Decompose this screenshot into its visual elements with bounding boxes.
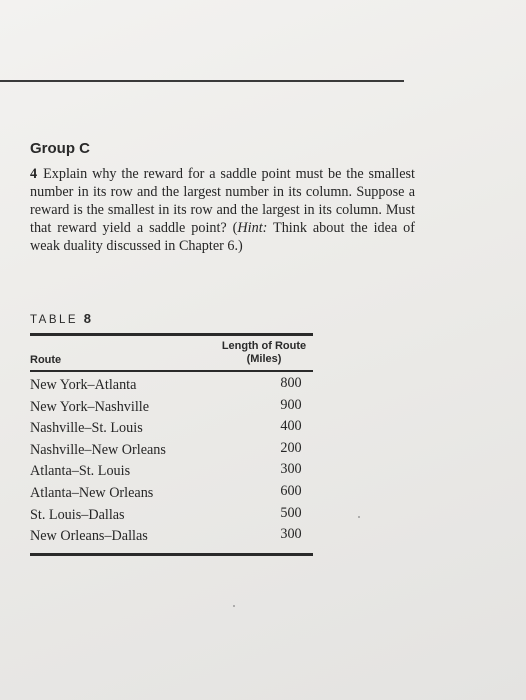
problem-text (30, 165, 415, 255)
route-cell: Atlanta–New Orleans (30, 484, 154, 501)
route-cell: Nashville–St. Louis (30, 420, 143, 437)
column-header-route: Route (30, 354, 62, 366)
miles-cell: 900 (280, 396, 302, 413)
table-number: 8 (83, 311, 92, 326)
route-cell: New York–Nashville (30, 398, 150, 415)
header-rule (30, 370, 313, 372)
miles-cell: 400 (280, 418, 302, 435)
table-bottom-rule (30, 553, 313, 556)
table-row (30, 463, 313, 485)
miles-cell: 200 (280, 439, 302, 456)
column-header-length (218, 340, 310, 366)
route-cell: Nashville–New Orleans (30, 441, 166, 458)
column-header-length-line2: (Miles) (246, 353, 282, 365)
table-top-rule (30, 333, 313, 336)
table-row (30, 439, 313, 464)
miles-cell: 300 (280, 461, 302, 478)
route-cell: New Orleans–Dallas (30, 528, 148, 545)
route-cell: St. Louis–Dallas (30, 506, 125, 523)
miles-cell: 800 (280, 375, 302, 391)
column-header-length-line1: Length of Route (221, 340, 307, 352)
table-row (30, 377, 313, 399)
problem-body-end: Think about the idea of weak duality discussed in Chapter 6.) (30, 220, 415, 254)
table-row (30, 528, 313, 550)
problem-body: Explain why the reward for a saddle point must be the smallest number in its row and the largest number in its column. Suppose a reward is the smallest in its row and the largest in its column. Must that reward yield a saddle point? ( (30, 166, 415, 236)
hint-label: Hint: (237, 220, 268, 236)
paper-speck (233, 605, 235, 607)
table-body (30, 377, 313, 550)
table-row (30, 396, 313, 421)
top-rule (0, 80, 404, 82)
group-heading: Group C (30, 140, 90, 157)
paper-speck (358, 516, 360, 518)
problem-number: 4 (30, 166, 38, 182)
route-cell: New York–Atlanta (30, 377, 137, 393)
miles-cell: 600 (280, 482, 302, 499)
miles-cell: 300 (280, 526, 302, 543)
table-label (30, 311, 91, 326)
table-row (30, 482, 313, 507)
route-cell: Atlanta–St. Louis (30, 463, 131, 480)
miles-cell: 500 (280, 504, 302, 521)
table-row (30, 420, 313, 442)
table-row (30, 504, 313, 529)
table-label-word: TABLE (30, 314, 79, 326)
